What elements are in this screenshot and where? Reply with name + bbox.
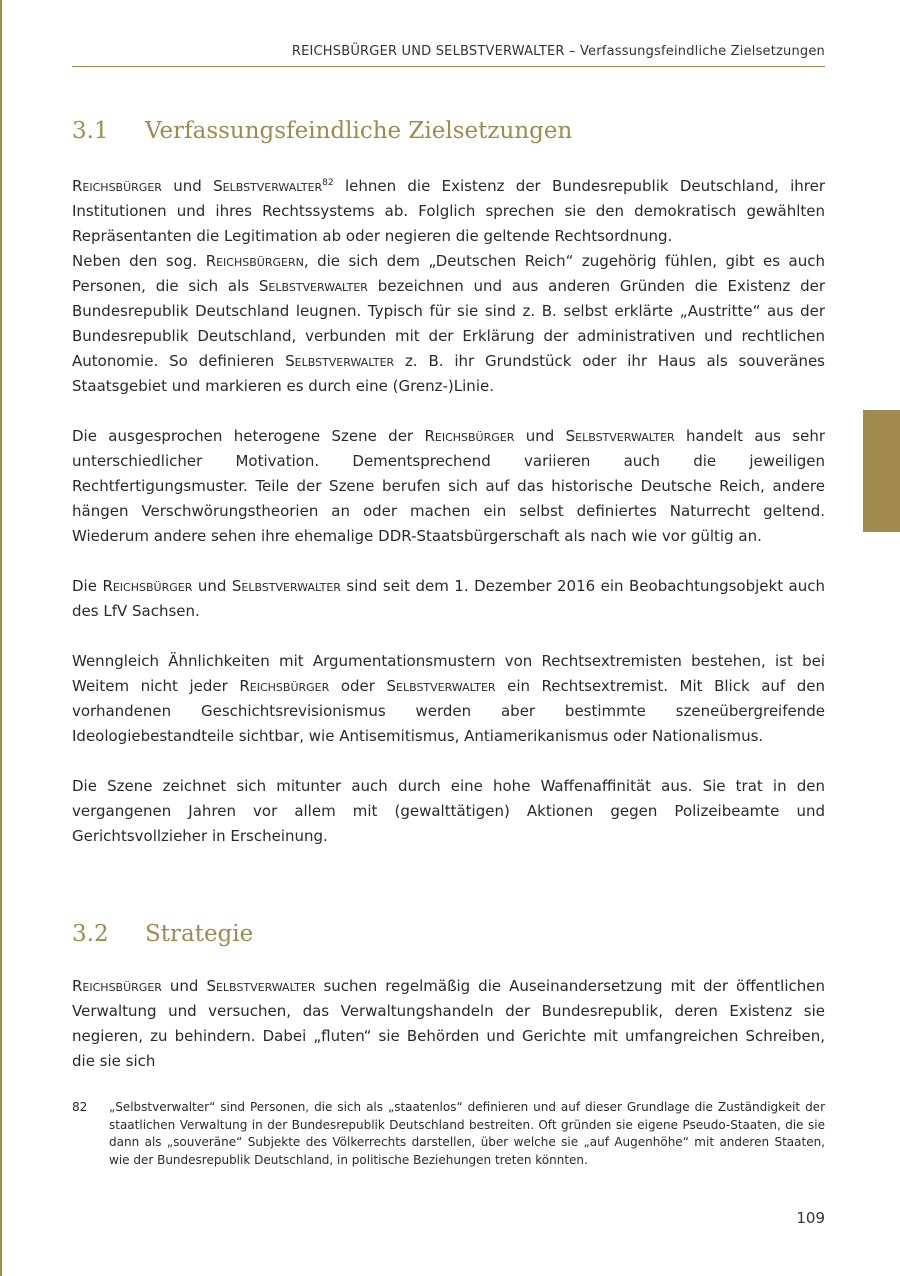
running-header: REICHSBÜRGER UND SELBSTVERWALTER – Verfassungsfeindliche Zielsetzungen xyxy=(291,44,825,59)
footnote-82 xyxy=(72,1099,825,1169)
footnote-number: 82 xyxy=(72,1100,88,1114)
section-heading-3-2 xyxy=(72,921,253,947)
footnote-text: „Selbstverwalter“ sind Personen, die sich als „staatenlos“ definieren und auf dieser Grundlage die Zuständigkeit der staatlichen Verwaltung in der Bundesrepublik Deutschland bestreiten. Oft gründen sie eigene Pseudo-Staaten, die sie dann als „souveräne“ Subjekte des Völkerrechts darstellen, über welche sie „auf Augenhöhe“ mit anderen Staaten, wie der Bundesrepublik Deutschland, in politische Beziehungen treten könnten. xyxy=(109,1100,825,1167)
paragraph: Die ausgesprochen heterogene Szene der Reichsbürger und Selbstverwalter handelt aus sehr unterschiedlicher Motivation. Dementsprechend variieren auch die jeweiligen Rechtfertigungsmuster. Teile der Szene berufen sich auf das historische Deutsche Reich, andere hängen Verschwörungstheorien an oder machen ein selbst definiertes Naturrecht geltend. Wiederum andere sehen ihre ehemalige DDR-Staatsbürgerschaft als nach wie vor gültig an. xyxy=(72,427,825,545)
paragraph: Die Reichsbürger und Selbstverwalter sind seit dem 1. Dezember 2016 ein Beobachtungsobjekt auch des LfV Sachsen. xyxy=(72,577,826,620)
chapter-side-tab xyxy=(863,410,900,532)
section-number: 3.1 xyxy=(72,118,109,144)
section-title: Verfassungsfeindliche Zielsetzungen xyxy=(145,118,573,144)
section-3-1-body xyxy=(72,174,825,874)
footnote-marker: 82 xyxy=(322,178,334,188)
page-left-border xyxy=(0,0,2,1276)
section-heading-3-1 xyxy=(72,118,572,144)
paragraph: Die Szene zeichnet sich mitunter auch durch eine hohe Waffenaffinität aus. Sie trat in den vergangenen Jahren vor allem mit (gewalttätigen) Aktionen gegen Polizeibeamte und Gerichtsvollzieher in Erscheinung. xyxy=(72,777,825,845)
header-rule xyxy=(72,66,825,67)
paragraph: Reichsbürger und Selbstverwalter suchen regelmäßig die Auseinandersetzung mit der öffentlichen Verwaltung und versuchen, das Verwaltungshandeln der Bundesrepublik, deren Existenz sie negieren, zu behindern. Dabei „fluten“ sie Behörden und Gerichte mit umfangreichen Schreiben, die sie sich xyxy=(72,977,826,1070)
paragraph: Wenngleich Ähnlichkeiten mit Argumentationsmustern von Rechtsextremisten bestehen, ist bei Weitem nicht jeder Reichsbürger oder Selbstverwalter ein Rechtsextremist. Mit Blick auf den vorhandenen Geschichtsrevisionismus werden aber bestimmte szeneübergreifende Ideologiebestandteile sichtbar, wie Antisemitismus, Antiamerikanismus oder Nationalismus. xyxy=(72,652,826,745)
page-number: 109 xyxy=(796,1209,825,1227)
section-3-2-body xyxy=(72,974,825,1074)
paragraph: Reichsbürger und Selbstverwalter$^{82}$ lehnen die Existenz der Bundesrepublik Deutschland, ihrer Institutionen und ihres Rechtssystems ab. Folglich sprechen sie den demokratisch gewählten Repräsentanten die Legitimation ab oder negieren die geltende Rechtsordnung. xyxy=(72,177,825,245)
paragraph: Neben den sog. Reichsbürgern, die sich dem „Deutschen Reich“ zugehörig fühlen, gibt es auch Personen, die sich als Selbstverwalter bezeichnen und aus anderen Gründen die Existenz der Bundesrepublik Deutschland leugnen. Typisch für sie sind z. B. selbst erklärte „Austritte“ aus der Bundesrepublik Deutschland, verbunden mit der Erklärung der administrativen und rechtlichen Autonomie. So definieren Selbstverwalter z. B. ihr Grundstück oder ihr Haus als souveränes Staatsgebiet und markieren es durch eine (Grenz-)Linie. xyxy=(72,252,826,395)
section-number: 3.2 xyxy=(72,921,109,947)
section-title: Strategie xyxy=(145,921,254,947)
